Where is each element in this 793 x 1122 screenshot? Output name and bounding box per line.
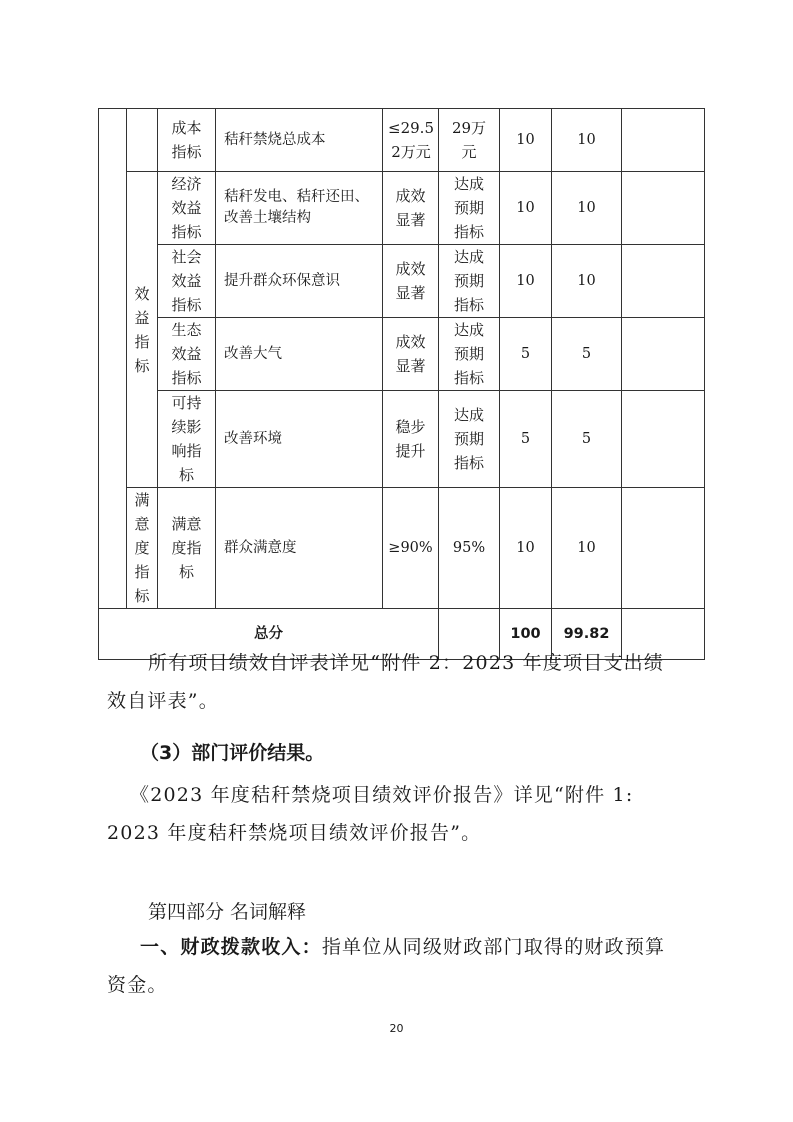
note-cell [622,109,705,172]
weight-cell: 10 [500,245,552,318]
table-row [99,172,705,245]
table-row [99,245,705,318]
note-cell [622,488,705,609]
target-cell: 成效显著 [383,318,439,391]
content-cell: 秸秆发电、秸秆还田、改善土壤结构 [216,172,383,245]
subcategory-cell [127,109,158,172]
performance-table [98,108,705,660]
indicator-cell: 可持续影响指标 [158,391,216,488]
score-cell: 5 [552,318,622,391]
weight-cell: 5 [500,391,552,488]
section-heading-dept-evaluation: （3）部门评价结果。 [140,742,325,764]
content-cell: 提升群众环保意识 [216,245,383,318]
table-row [99,391,705,488]
score-cell: 10 [552,172,622,245]
page-number: 20 [389,1022,404,1035]
total-score: 99.82 [552,609,622,660]
target-cell: ≥90% [383,488,439,609]
actual-cell: 达成预期指标 [439,318,500,391]
outer-category-cell [99,109,127,609]
actual-cell: 达成预期指标 [439,245,500,318]
definition-term: 一、财政拨款收入： [140,936,322,958]
total-weight: 100 [500,609,552,660]
satisfaction-subcategory-cell: 满意度指标 [127,488,158,609]
content-cell: 秸秆禁烧总成本 [216,109,383,172]
actual-cell: 29万元 [439,109,500,172]
part-four-heading: 第四部分 名词解释 [148,901,307,923]
indicator-cell: 经济效益指标 [158,172,216,245]
content-cell: 群众满意度 [216,488,383,609]
target-cell: 成效显著 [383,172,439,245]
indicator-cell: 成本指标 [158,109,216,172]
score-cell: 5 [552,391,622,488]
target-cell: ≤29.52万元 [383,109,439,172]
indicator-cell: 满意度指标 [158,488,216,609]
weight-cell: 10 [500,488,552,609]
actual-cell: 达成预期指标 [439,172,500,245]
content-cell: 改善大气 [216,318,383,391]
score-cell: 10 [552,245,622,318]
indicator-cell: 生态效益指标 [158,318,216,391]
weight-cell: 10 [500,109,552,172]
weight-cell: 10 [500,172,552,245]
weight-cell: 5 [500,318,552,391]
note-cell [622,391,705,488]
content-cell: 改善环境 [216,391,383,488]
target-cell: 成效显著 [383,245,439,318]
actual-cell: 达成预期指标 [439,391,500,488]
table-row [99,109,705,172]
target-cell: 稳步提升 [383,391,439,488]
benefit-subcategory-cell: 效益指标 [127,172,158,488]
actual-cell: 95% [439,488,500,609]
table-row [99,488,705,609]
definition-text: 指单位从同级财政部门取得的财政预算 [321,936,666,958]
table-row [99,318,705,391]
indicator-cell: 社会效益指标 [158,245,216,318]
score-cell: 10 [552,488,622,609]
note-cell [622,172,705,245]
total-label: 总分 [99,609,439,660]
note-cell [622,245,705,318]
note-cell [622,318,705,391]
score-cell: 10 [552,109,622,172]
